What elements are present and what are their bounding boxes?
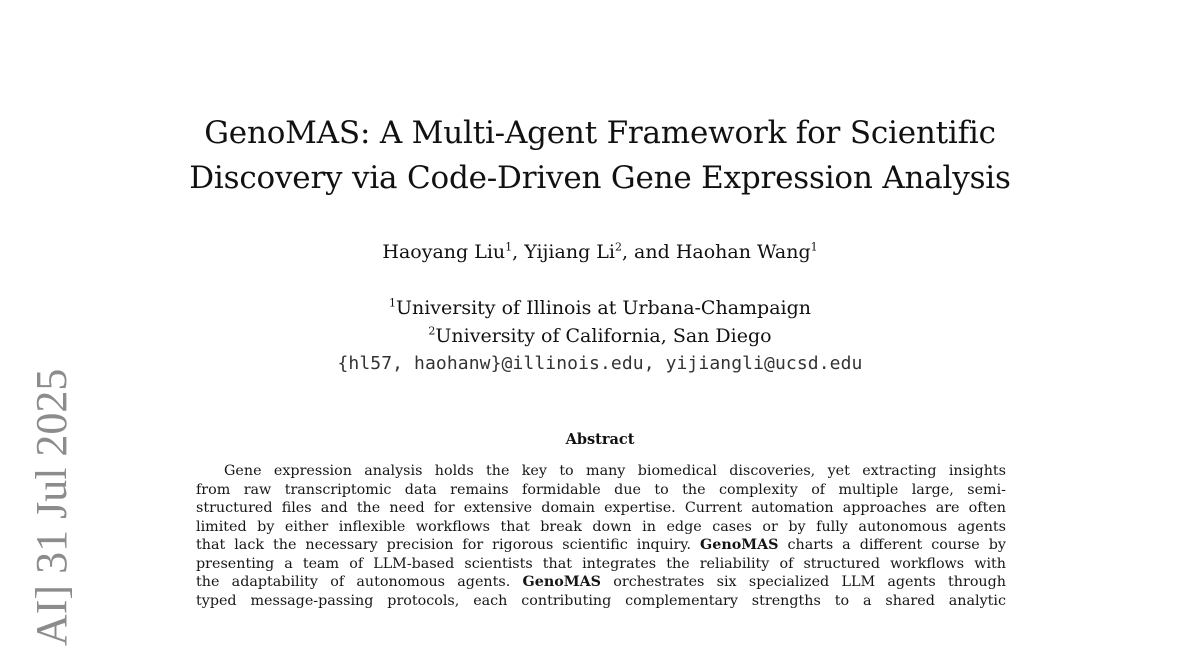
title-line-2: Discovery via Code-Driven Gene Expression Analysis: [189, 160, 1011, 196]
author-separator: ,: [512, 241, 525, 263]
affiliation-block: [200, 294, 1000, 378]
system-name-bold: GenoMAS: [700, 537, 779, 553]
paper-title: [150, 111, 1050, 201]
abstract-line: typed message-passing protocols, each contributing complementary strengths to a shared analytic: [196, 592, 1006, 609]
author-list: [200, 239, 1000, 265]
author-name: Haoyang Liu: [382, 241, 506, 263]
author-affiliation-mark: 2: [614, 240, 622, 254]
abstract-line-text: charts a different course by: [778, 537, 1006, 553]
abstract-line: [196, 536, 1006, 555]
abstract-line: structured files and the need for extensive domain expertise. Current automation approaches are often: [196, 500, 1006, 516]
arxiv-identifier-stamp: AI] 31 Jul 2025: [27, 368, 76, 646]
abstract-line: presenting a team of LLM-based scientists that integrates the reliability of structured workflows with: [196, 555, 1006, 572]
abstract-line: from raw transcriptomic data remains formidable due to the complexity of multiple large, semi-: [196, 481, 1006, 498]
author-affiliation-mark: 1: [505, 240, 513, 254]
author-emails: {hl57, haohanw}@illinois.edu, yijiangli@ucsd.edu: [337, 353, 863, 374]
affiliation-line: [200, 322, 1000, 350]
abstract-body: [196, 462, 1006, 610]
abstract-line-text: the adaptability of autonomous agents.: [196, 574, 523, 590]
affiliation-name: University of California, San Diego: [435, 325, 772, 347]
abstract-line: limited by either inflexible workflows that break down in edge cases or by fully autonomous agents: [196, 518, 1006, 535]
affiliation-number: 1: [388, 296, 396, 310]
affiliation-name: University of Illinois at Urbana-Champaign: [395, 297, 812, 319]
system-name-bold: GenoMAS: [522, 574, 601, 590]
author-affiliation-mark: 1: [810, 240, 818, 254]
title-line-1: GenoMAS: A Multi-Agent Framework for Scientific: [204, 115, 996, 151]
abstract-heading: Abstract: [565, 431, 635, 448]
author-separator: , and: [621, 241, 676, 263]
abstract-line-text: orchestrates six specialized LLM agents through: [601, 574, 1006, 590]
abstract-line-text: that lack the necessary precision for rigorous scientific inquiry.: [196, 537, 701, 553]
abstract-line: [196, 573, 1006, 592]
author-name: Haohan Wang: [675, 241, 811, 263]
author-name: Yijiang Li: [524, 241, 615, 263]
abstract-line: Gene expression analysis holds the key to many biomedical discoveries, yet extracting insights: [224, 463, 1006, 479]
affiliation-number: 2: [428, 324, 436, 338]
affiliation-line: [200, 294, 1000, 322]
